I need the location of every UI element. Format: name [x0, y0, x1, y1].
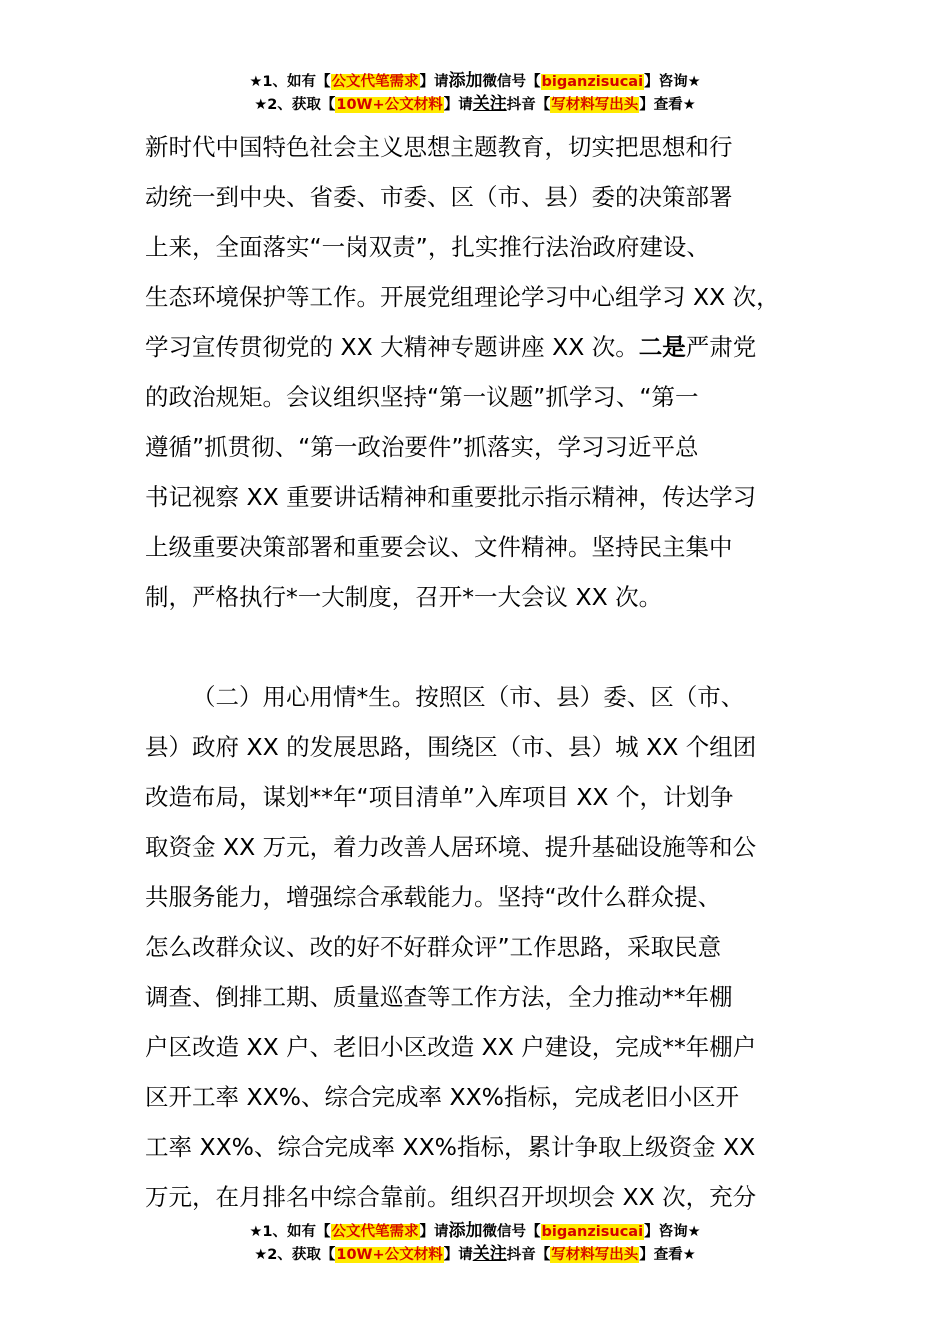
- promo-text: 】查看★: [639, 1247, 696, 1263]
- promo-emphasis: 添加: [448, 71, 483, 91]
- promo-highlight: 公文代笔需求: [331, 74, 419, 90]
- body-line: 万元，在月排名中综合靠前。组织召开坝坝会 XX 次，充分: [145, 1183, 757, 1211]
- body-line: 制，严格执行*一大制度，召开*一大会议 XX 次。: [145, 583, 663, 611]
- promo-text: 】咨询★: [644, 1224, 701, 1240]
- paragraph-gap: [145, 622, 815, 672]
- promo-text: 微信号【: [482, 74, 541, 90]
- promo-text: 】请: [443, 97, 473, 113]
- body-line: 上来，全面落实“一岗双责”，扎实推行法治政府建设、: [145, 233, 710, 261]
- promo-text: 】请: [419, 1224, 449, 1240]
- promo-text: ★2、获取【: [254, 97, 336, 113]
- promo-highlight: 写材料写出头: [551, 97, 639, 113]
- footer-promo-banner: [0, 1220, 950, 1266]
- promo-highlight: 公文代笔需求: [331, 1224, 419, 1240]
- promo-text: 】咨询★: [644, 74, 701, 90]
- body-line: 上级重要决策部署和重要会议、文件精神。坚持民主集中: [145, 533, 733, 561]
- promo-highlight: 10W+公文材料: [336, 97, 443, 113]
- promo-line-1: [0, 70, 950, 93]
- promo-emphasis: 添加: [448, 1221, 483, 1241]
- promo-highlight: biganzisucai: [541, 1224, 644, 1240]
- promo-line-2: [0, 1243, 950, 1266]
- body-line: 共服务能力，增强综合承载能力。坚持“改什么群众提、: [145, 883, 722, 911]
- promo-text: 抖音【: [506, 97, 551, 113]
- promo-line-1: [0, 1220, 950, 1243]
- promo-text: ★1、如有【: [249, 1224, 331, 1240]
- body-line: 县）政府 XX 的发展思路，围绕区（市、县）城 XX 个组团: [145, 733, 757, 761]
- body-line: 怎么改群众议、改的好不好群众评”工作思路，采取民意: [145, 933, 722, 961]
- promo-text: ★2、获取【: [254, 1247, 336, 1263]
- promo-text: ★1、如有【: [249, 74, 331, 90]
- body-line: 调查、倒排工期、质量巡查等工作方法，全力推动**年棚: [145, 983, 733, 1011]
- document-body: [145, 122, 815, 1222]
- promo-text: 抖音【: [506, 1247, 551, 1263]
- section-heading-line: （二）用心用情*生。按照区（市、县）委、区（市、: [192, 683, 745, 711]
- body-line: [145, 322, 815, 372]
- promo-emphasis: 关注: [472, 94, 507, 114]
- body-line: 户区改造 XX 户、老旧小区改造 XX 户建设，完成**年棚户: [145, 1033, 757, 1061]
- body-line: 改造布局，谋划**年“项目清单”入库项目 XX 个，计划争: [145, 783, 734, 811]
- promo-line-2: [0, 93, 950, 116]
- body-line: 遵循”抓贯彻、“第一政治要件”抓落实，学习习近平总: [145, 433, 699, 461]
- body-line: 工率 XX%、综合完成率 XX%指标，累计争取上级资金 XX: [145, 1133, 756, 1161]
- body-line: 的政治规矩。会议组织坚持“第一议题”抓学习、“第一: [145, 383, 699, 411]
- header-promo-banner: [0, 70, 950, 116]
- promo-text: 】请: [443, 1247, 473, 1263]
- body-line: 取资金 XX 万元，着力改善人居环境、提升基础设施等和公: [145, 833, 757, 861]
- promo-text: 】请: [419, 74, 449, 90]
- promo-text: 】查看★: [639, 97, 696, 113]
- bold-lead: 二是: [638, 333, 686, 361]
- promo-highlight: biganzisucai: [541, 74, 644, 90]
- body-line: 动统一到中央、省委、市委、区（市、县）委的决策部署: [145, 183, 733, 211]
- body-line-text: 学习宣传贯彻党的 XX 大精神专题讲座 XX 次。: [145, 333, 639, 361]
- body-line-text: 严肃党: [685, 333, 757, 361]
- promo-highlight: 10W+公文材料: [336, 1247, 443, 1263]
- body-line: 区开工率 XX%、综合完成率 XX%指标，完成老旧小区开: [145, 1083, 739, 1111]
- body-line: 新时代中国特色社会主义思想主题教育，切实把思想和行: [145, 133, 733, 161]
- promo-text: 微信号【: [482, 1224, 541, 1240]
- body-line: 生态环境保护等工作。开展党组理论学习中心组学习 XX 次，: [145, 283, 780, 311]
- promo-emphasis: 关注: [472, 1244, 507, 1264]
- promo-highlight: 写材料写出头: [551, 1247, 639, 1263]
- body-line: 书记视察 XX 重要讲话精神和重要批示指示精神，传达学习: [145, 483, 757, 511]
